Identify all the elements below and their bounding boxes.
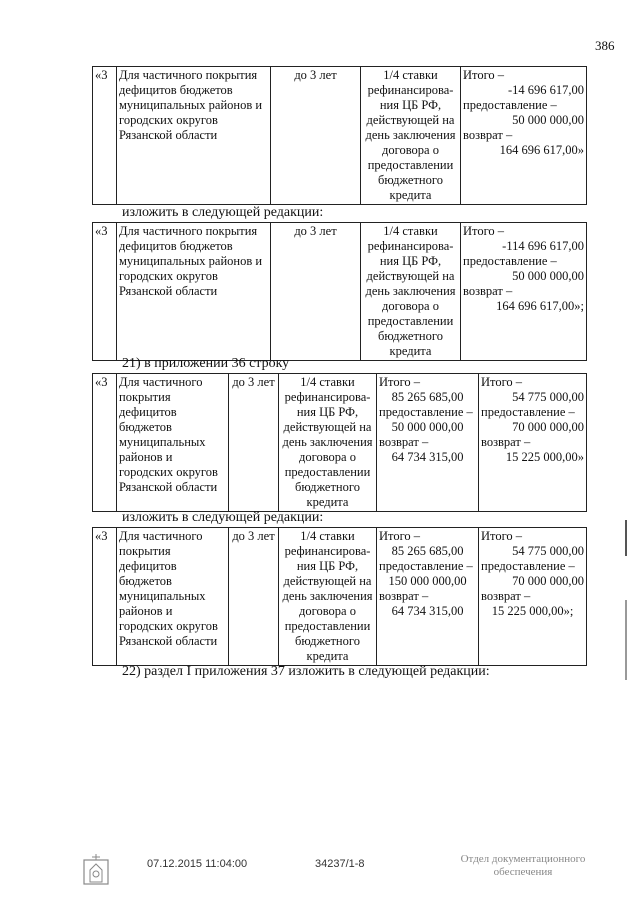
paragraph-amend-2: изложить в следующей редакции: — [122, 510, 324, 525]
term-cell: до 3 лет — [271, 67, 361, 205]
scan-mark — [625, 520, 627, 556]
rate-cell: 1/4 ставки рефинансирова- ния ЦБ РФ, действующей на день заключения договора о предоставлении бюджетного кредита — [361, 223, 461, 361]
paragraph-item-22: 22) раздел I приложения 37 изложить в следующей редакции: — [122, 664, 490, 679]
row-number: «3 — [93, 374, 117, 512]
rate-cell: 1/4 ставки рефинансирова- ния ЦБ РФ, действующей на день заключения договора о предоставлении бюджетного кредита — [279, 374, 377, 512]
paragraph-amend-1: изложить в следующей редакции: — [122, 205, 324, 220]
footer-department: Отдел документационного обеспечения — [460, 853, 586, 878]
term-cell: до 3 лет — [229, 374, 279, 512]
coat-of-arms-icon — [80, 852, 112, 886]
totals-cell: Итого – -114 696 617,00 предоставление – 50 000 000,00 возврат – 164 696 617,00»; — [461, 223, 587, 361]
purpose-cell: Для частичного покрытия дефицитов бюджетов муниципальных районов и городских округов Рязанской области — [117, 223, 271, 361]
term-cell: до 3 лет — [271, 223, 361, 361]
table-row-new-1 — [92, 222, 587, 361]
totals-cell-year1: Итого – 85 265 685,00 предоставление – 150 000 000,00 возврат – 64 734 315,00 — [377, 528, 479, 666]
table-row-original-2 — [92, 373, 587, 512]
table-row-original-1 — [92, 66, 587, 205]
rate-cell: 1/4 ставки рефинансирова- ния ЦБ РФ, действующей на день заключения договора о предоставлении бюджетного кредита — [361, 67, 461, 205]
purpose-cell: Для частичного покрытия дефицитов бюджетов муниципальных районов и городских округов Рязанской области — [117, 67, 271, 205]
table-row-new-2 — [92, 527, 587, 666]
footer-datetime: 07.12.2015 11:04:00 — [147, 858, 248, 870]
term-cell: до 3 лет — [229, 528, 279, 666]
totals-cell: Итого – -14 696 617,00 предоставление – 50 000 000,00 возврат – 164 696 617,00» — [461, 67, 587, 205]
row-number: «3 — [93, 528, 117, 666]
totals-cell-year2: Итого – 54 775 000,00 предоставление – 70 000 000,00 возврат – 15 225 000,00»; — [479, 528, 587, 666]
totals-cell-year1: Итого – 85 265 685,00 предоставление – 50 000 000,00 возврат – 64 734 315,00 — [377, 374, 479, 512]
rate-cell: 1/4 ставки рефинансирова- ния ЦБ РФ, действующей на день заключения договора о предоставлении бюджетного кредита — [279, 528, 377, 666]
footer-doc-number: 34237/1-8 — [315, 858, 365, 870]
scan-mark — [625, 600, 627, 680]
purpose-cell: Для частичного покрытия дефицитов бюджетов муниципальных районов и городских округов Рязанской области — [117, 528, 229, 666]
row-number: «3 — [93, 67, 117, 205]
totals-cell-year2: Итого – 54 775 000,00 предоставление – 70 000 000,00 возврат – 15 225 000,00» — [479, 374, 587, 512]
paragraph-item-21: 21) в приложении 36 строку — [122, 356, 290, 371]
page-number: 386 — [595, 38, 615, 53]
purpose-cell: Для частичного покрытия дефицитов бюджетов муниципальных районов и городских округов Рязанской области — [117, 374, 229, 512]
row-number: «3 — [93, 223, 117, 361]
